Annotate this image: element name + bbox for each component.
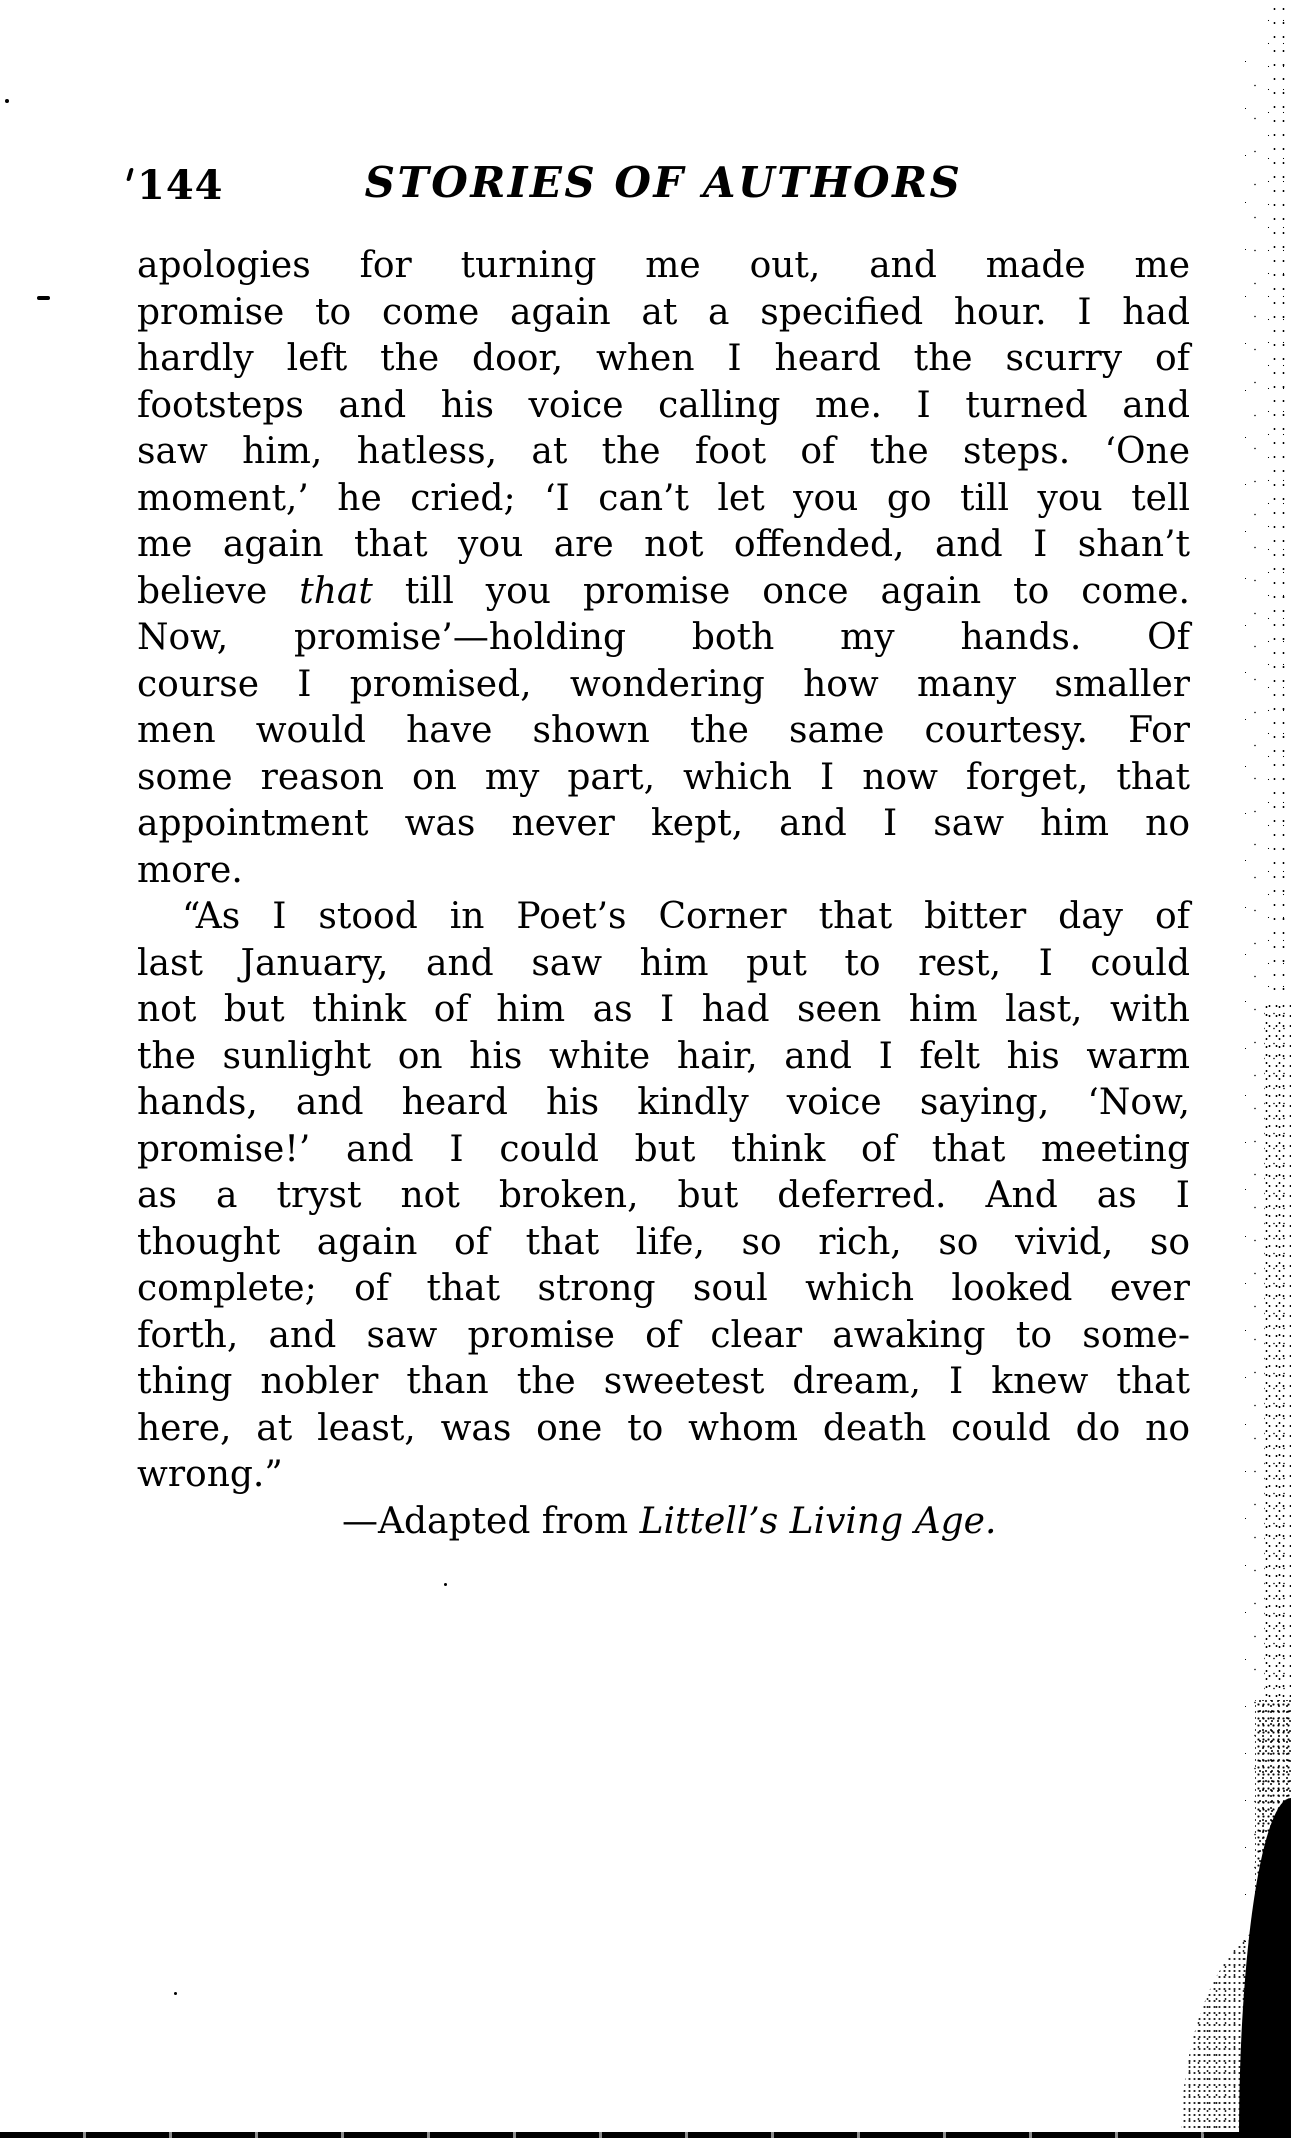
text-line [137,1220,1190,1267]
text-line [137,243,1190,290]
text-line [137,1173,1190,1220]
text-segment: moment,’ he cried; ‘I can’t let you go till you tell [137,477,1190,519]
text-segment: here, at least, was one to whom death could do no [137,1407,1190,1449]
text-line [137,1452,1190,1499]
scan-noise-corner [1239,1798,1291,2138]
text-line [137,429,1190,476]
attribution-prefix: —Adapted from [342,1500,640,1542]
running-title: STORIES OF AUTHORS [364,158,963,207]
text-line [137,290,1190,337]
scan-speck-dot [444,1583,447,1586]
text-segment: appointment was never kept, and I saw him no [137,803,1190,844]
text-line [137,336,1190,383]
text-line [137,569,1190,616]
scan-speck-dash [37,296,50,300]
paragraph [137,243,1190,894]
text-segment: more. [137,849,243,891]
scan-speck-dot [5,99,9,103]
text-line [137,383,1190,430]
text-segment: course I promised, wondering how many smaller [137,663,1190,705]
text-line [137,1313,1190,1360]
text-line [137,848,1190,895]
text-segment: as a tryst not broken, but deferred. And as I [137,1175,1190,1216]
text-segment: hands, and heard his kindly voice saying, ‘Now, [137,1082,1190,1123]
text-segment: till you promise once again to come. [372,570,1190,612]
text-segment: apologies for turning me out, and made me [137,245,1190,286]
text-line [137,522,1190,569]
text-segment: forth, and saw promise of clear awaking to some- [137,1314,1190,1356]
text-line [137,1406,1190,1453]
text-line [137,801,1190,848]
text-segment: wrong.” [137,1454,283,1495]
scan-speck-tick [126,168,134,181]
text-segment: promise!’ and I could but think of that meeting [137,1128,1190,1170]
attribution-source: Littell’s Living Age. [639,1500,997,1542]
text-segment: “As I stood in Poet’s Corner that bitter day of [182,896,1190,937]
text-segment: thing nobler than the sweetest dream, I knew that [137,1361,1190,1402]
text-segment: promise to come again at a specified hour. I had [137,291,1190,333]
text-line [137,894,1190,941]
scan-speck-dot [174,1992,177,1995]
text-line [137,1034,1190,1081]
scan-noise-corner-haze [1181,1918,1291,2138]
text-segment: footsteps and his voice calling me. I turned and [137,384,1190,426]
scan-noise-bottom-bar [0,2132,1291,2138]
text-segment: last January, and saw him put to rest, I could [137,942,1190,984]
text-line [137,615,1190,662]
italic-text-segment: that [299,570,373,612]
text-line [137,708,1190,755]
scan-noise-right-sparse [1244,60,1264,2060]
text-line [137,1266,1190,1313]
paragraph [137,894,1190,1499]
text-line [137,1359,1190,1406]
text-segment: some reason on my part, which I now forget, that [137,756,1190,798]
page-header [137,160,1190,220]
text-segment: men would have shown the same courtesy. For [137,710,1190,751]
text-line [137,662,1190,709]
text-segment: me again that you are not offended, and I shan’t [137,524,1190,565]
text-segment: the sunlight on his white hair, and I felt his warm [137,1035,1190,1077]
text-segment: complete; of that strong soul which looked ever [137,1268,1190,1309]
attribution-line [137,1499,1190,1546]
text-segment: believe [137,570,300,612]
text-segment: saw him, hatless, at the foot of the steps. ‘One [137,431,1190,472]
page-number: 144 [137,162,224,209]
text-line [137,1080,1190,1127]
text-segment: thought again of that life, so rich, so vivid, so [137,1221,1190,1263]
scan-noise-right-bottom [1255,1700,1291,2138]
body-text [137,243,1190,1545]
scan-noise-right-mid [1264,1000,1291,1700]
text-line [137,941,1190,988]
scan-noise-right-top [1267,0,1291,1000]
text-line [137,987,1190,1034]
text-line [137,755,1190,802]
text-line [137,476,1190,523]
text-line [137,1127,1190,1174]
text-segment: not but think of him as I had seen him last, with [137,989,1190,1030]
text-segment: hardly left the door, when I heard the scurry of [137,338,1190,379]
text-segment: Now, promise’—holding both my hands. Of [137,617,1190,658]
